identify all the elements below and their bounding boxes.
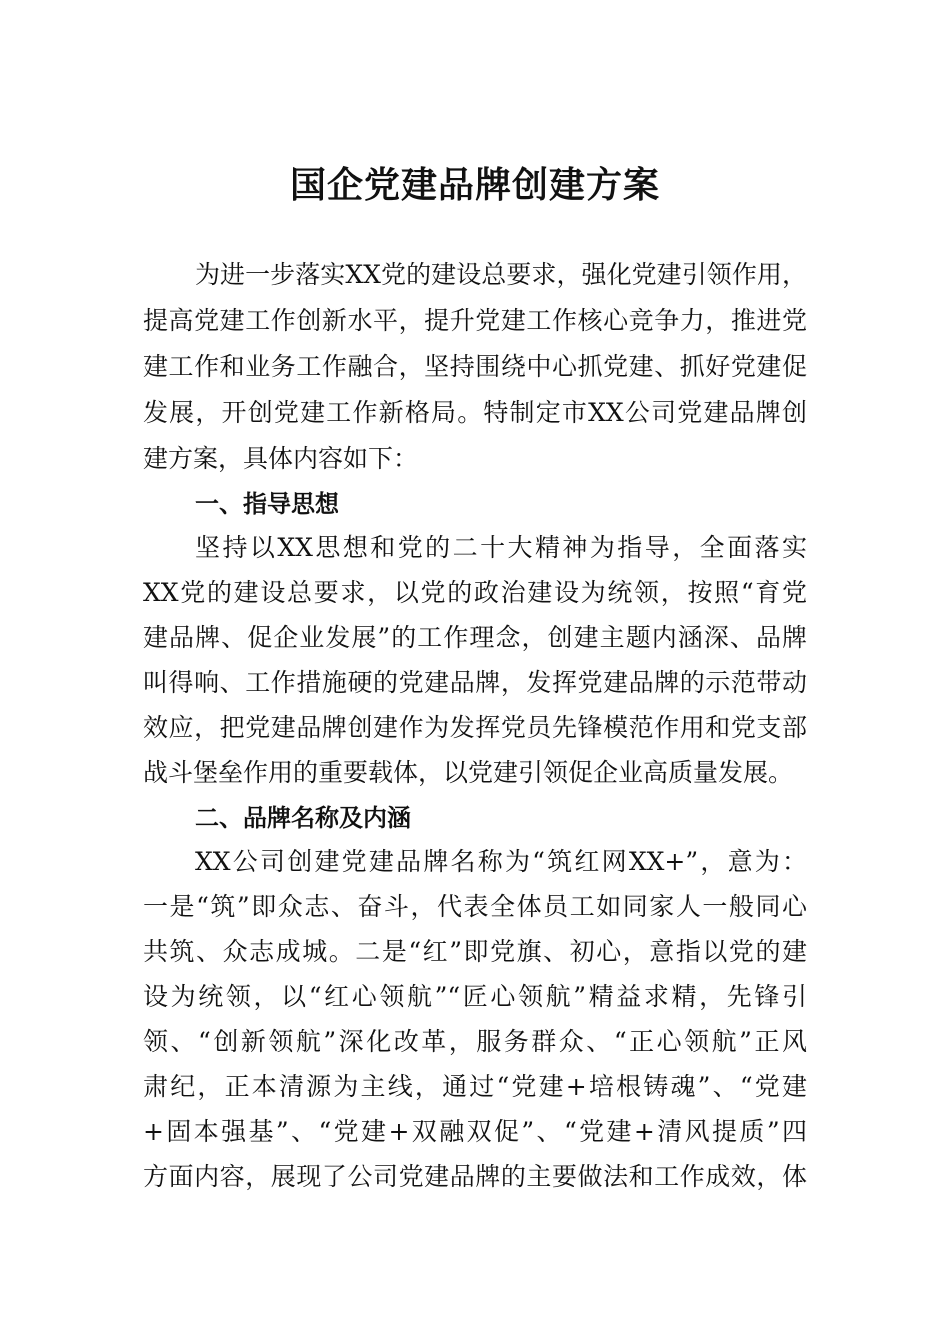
intro-line: 提高党建工作创新水平，提升党建工作核心竞争力，推进党 — [143, 306, 807, 335]
section1-line: 战斗堡垒作用的重要载体，以党建引领促企业高质量发展。 — [143, 758, 794, 787]
section-heading-guiding-thought: 一、指导思想 — [195, 490, 339, 518]
section2-line: 共筑、众志成城。二是“红”即党旗、初心，意指以党的建 — [143, 937, 807, 966]
section2-line: 领、“创新领航”深化改革，服务群众、“正心领航”正风 — [143, 1027, 807, 1056]
section1-line: 叫得响、工作措施硬的党建品牌，发挥党建品牌的示范带动 — [143, 668, 807, 697]
section2-line: 肃纪，正本清源为主线，通过“党建+培根铸魂”、“党建 — [143, 1072, 807, 1101]
intro-line: 发展，开创党建工作新格局。特制定市XX公司党建品牌创 — [143, 398, 807, 427]
section1-line: 效应，把党建品牌创建作为发挥党员先锋模范作用和党支部 — [143, 713, 807, 742]
section1-line: 建品牌、促企业发展”的工作理念，创建主题内涵深、品牌 — [143, 623, 807, 652]
intro-line: 为进一步落实XX党的建设总要求，强化党建引领作用， — [195, 260, 807, 289]
section2-line: 一是“筑”即众志、奋斗，代表全体员工如同家人一般同心 — [143, 892, 807, 921]
section2-line: +固本强基”、“党建+双融双促”、“党建+清风提质”四 — [143, 1117, 807, 1146]
document-title: 国企党建品牌创建方案 — [289, 164, 660, 206]
section2-line: 方面内容，展现了公司党建品牌的主要做法和工作成效，体 — [143, 1162, 807, 1191]
section1-line: XX党的建设总要求，以党的政治建设为统领，按照“育党 — [143, 578, 807, 607]
section-heading-brand-name: 二、品牌名称及内涵 — [195, 804, 411, 832]
section2-line: XX公司创建党建品牌名称为“筑红网XX+”，意为： — [195, 847, 807, 876]
section1-line: 坚持以XX思想和党的二十大精神为指导，全面落实 — [195, 533, 807, 562]
intro-line: 建工作和业务工作融合，坚持围绕中心抓党建、抓好党建促 — [143, 352, 807, 381]
intro-line: 建方案，具体内容如下： — [143, 444, 419, 473]
section2-line: 设为统领，以“红心领航”“匠心领航”精益求精，先锋引 — [143, 982, 807, 1011]
